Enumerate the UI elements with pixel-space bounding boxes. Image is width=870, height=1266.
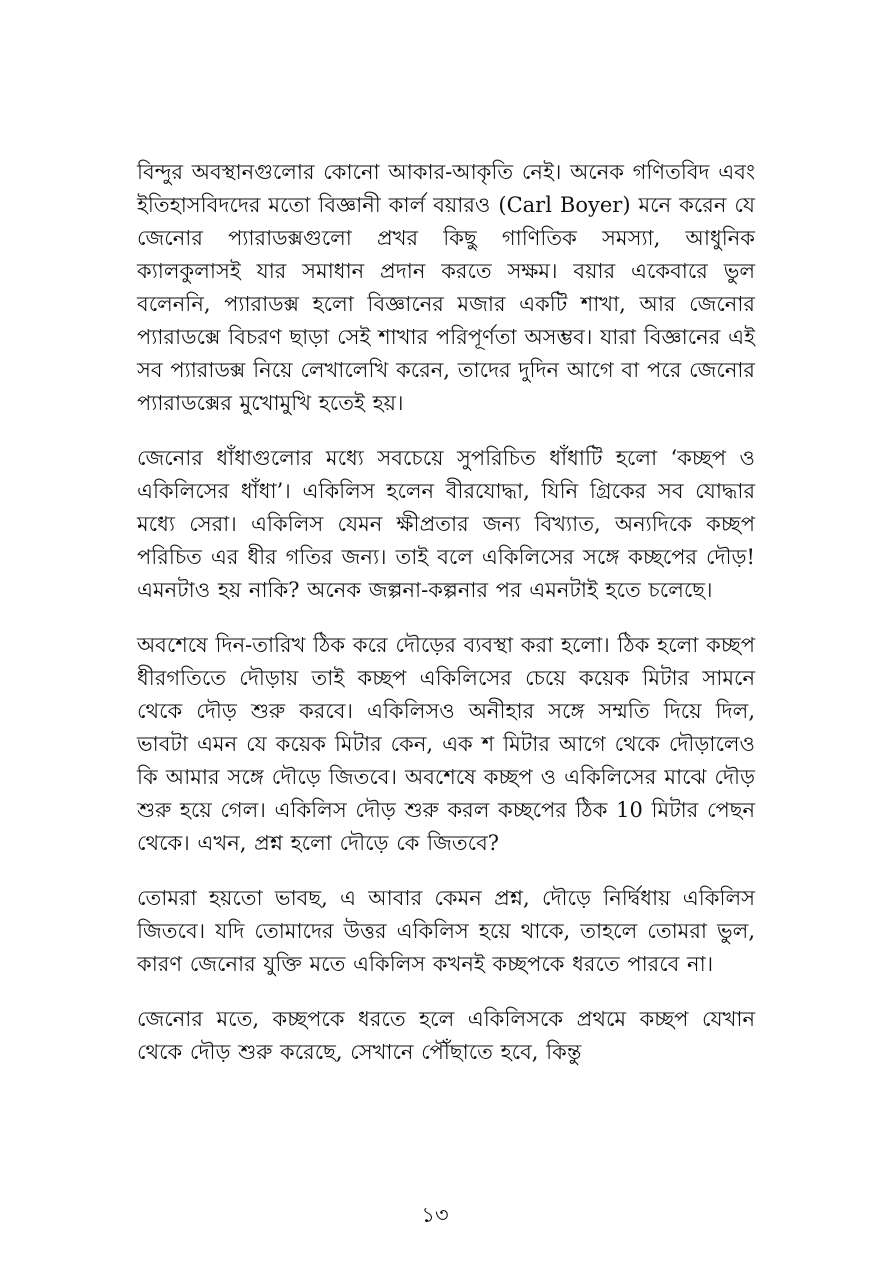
- paragraph-3: অবশেষে দিন-তারিখ ঠিক করে দৌড়ের ব্যবস্থা করা হলো। ঠিক হলো কচ্ছপ ধীরগতিতে দৌড়ায় তাই কচ্ছপ একিলিসের চেয়ে কয়েক মিটার সামনে থেকে দৌড় শুরু করবে। একিলিসও অনীহার সঙ্গে সম্মতি দিয়ে দিল, ভাবটা এমন যে কয়েক মিটার কেন, এক শ মিটার আগে থেকে দৌড়ালেও কি আমার সঙ্গে দৌড়ে জিতবে। অবশেষে কচ্ছপ ও একিলিসের মাঝে দৌড় শুরু হয়ে গেল। একিলিস দৌড় শুরু করল কচ্ছপের ঠিক 10 মিটার পেছন থেকে। এখন, প্রশ্ন হলো দৌড়ে কে জিতবে?: [137, 633, 755, 855]
- paragraph-5: জেনোর মতে, কচ্ছপকে ধরতে হলে একিলিসকে প্রথমে কচ্ছপ যেখান থেকে দৌড় শুরু করেছে, সেখানে পৌঁছাতে হবে, কিন্তু: [137, 1007, 755, 1064]
- page-body: [137, 156, 755, 1069]
- paragraph-4: তোমরা হয়তো ভাবছ, এ আবার কেমন প্রশ্ন, দৌড়ে নির্দ্বিধায় একিলিস জিতবে। যদি তোমাদের উত্তর একিলিস হয়ে থাকে, তাহলে তোমরা ভুল, কারণ জেনোর যুক্তি মতে একিলিস কখনই কচ্ছপকে ধরতে পারবে না।: [137, 886, 755, 976]
- paragraph-1: বিন্দুর অবস্থানগুলোর কোনো আকার-আকৃতি নেই। অনেক গণিতবিদ এবং ইতিহাসবিদদের মতো বিজ্ঞানী কার্ল বয়ারও (Carl Boyer) মনে করেন যে জেনোর প্যারাডক্সগুলো প্রখর কিছু গাণিতিক সমস্যা, আধুনিক ক্যালকুলাসই যার সমাধান প্রদান করতে সক্ষম। বয়ার একেবারে ভুল বলেননি, প্যারাডক্স হলো বিজ্ঞানের মজার একটি শাখা, আর জেনোর প্যারাডক্সে বিচরণ ছাড়া সেই শাখার পরিপূর্ণতা অসম্ভব। যারা বিজ্ঞানের এই সব প্যারাডক্স নিয়ে লেখালেখি করেন, তাদের দুদিন আগে বা পরে জেনোর প্যারাডক্সের মুখোমুখি হতেই হয়।: [137, 160, 755, 415]
- paragraph-2: জেনোর ধাঁধাগুলোর মধ্যে সবচেয়ে সুপরিচিত ধাঁধাটি হলো ‘কচ্ছপ ও একিলিসের ধাঁধা’। একিলিস হলেন বীরযোদ্ধা, যিনি গ্রিকের সব যোদ্ধার মধ্যে সেরা। একিলিস যেমন ক্ষীপ্রতার জন্য বিখ্যাত, অন্যদিকে কচ্ছপ পরিচিত এর ধীর গতির জন্য। তাই বলে একিলিসের সঙ্গে কচ্ছপের দৌড়! এমনটাও হয় নাকি? অনেক জল্পনা-কল্পনার পর এমনটাই হতে চলেছে।: [137, 446, 755, 602]
- page-number: ১৩: [421, 1203, 449, 1227]
